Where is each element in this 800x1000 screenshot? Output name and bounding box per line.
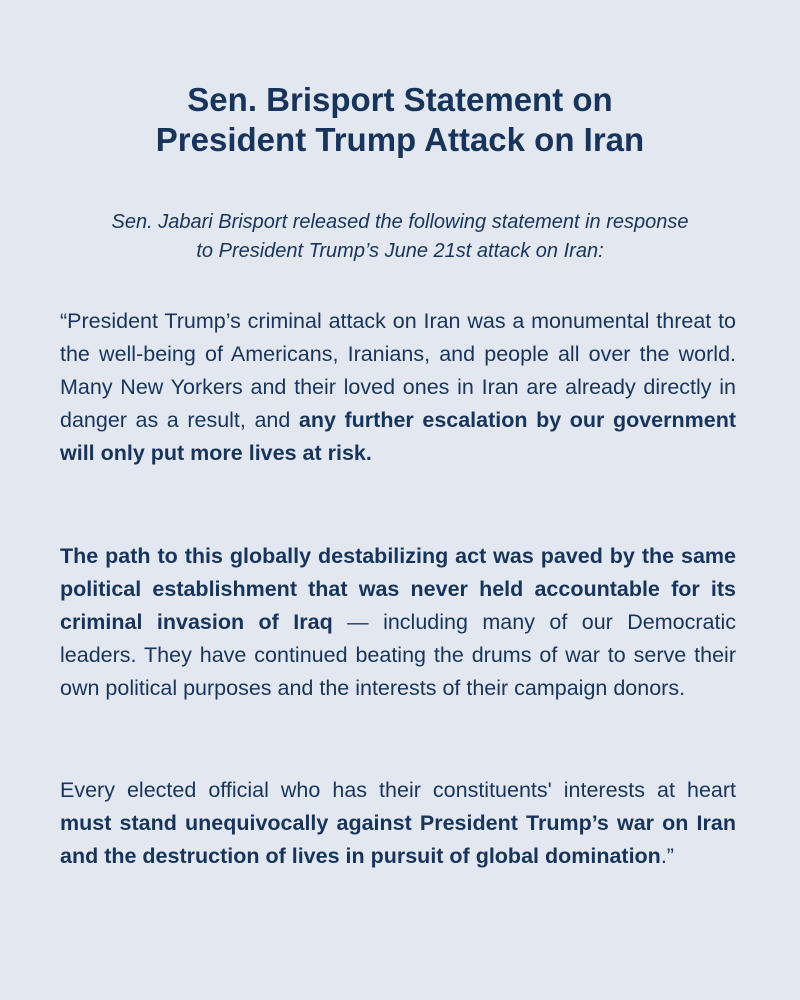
intro-line-2: to President Trump’s June 21st attack on Iran: xyxy=(196,240,604,262)
statement-paragraph-3 xyxy=(60,774,736,873)
statement-paragraph-1 xyxy=(60,305,736,470)
statement-paragraph-2 xyxy=(60,540,736,705)
paragraph-2-emphasis: The path to this globally destabilizing act was paved by the same political establishment that was never held accountable for its criminal invasion of Iraq xyxy=(60,544,736,634)
paragraph-3-text: Every elected official who has their constituents' interests at heart xyxy=(60,778,736,802)
page-title xyxy=(60,80,740,160)
paragraph-3-closing: .” xyxy=(660,844,674,868)
paragraph-1-text: “President Trump’s criminal attack on Iran was a monumental threat to the well-being of Americans, Iranians, and people all over the world. Many New Yorkers and their loved ones in Iran are already directly in danger as a result, and xyxy=(60,309,736,432)
intro-text xyxy=(55,208,745,266)
intro-line-1: Sen. Jabari Brisport released the following statement in response xyxy=(111,211,689,233)
paragraph-2-text: — including many of our Democratic leaders. They have continued beating the drums of war to serve their own political purposes and the interests of their campaign donors. xyxy=(60,610,736,700)
paragraph-1-emphasis: any further escalation by our government will only put more lives at risk. xyxy=(60,408,736,465)
title-line-2: President Trump Attack on Iran xyxy=(155,121,645,158)
paragraph-3-emphasis: must stand unequivocally against President Trump’s war on Iran and the destruction of lives in pursuit of global domination xyxy=(60,811,736,868)
title-line-1: Sen. Brisport Statement on xyxy=(187,81,613,118)
